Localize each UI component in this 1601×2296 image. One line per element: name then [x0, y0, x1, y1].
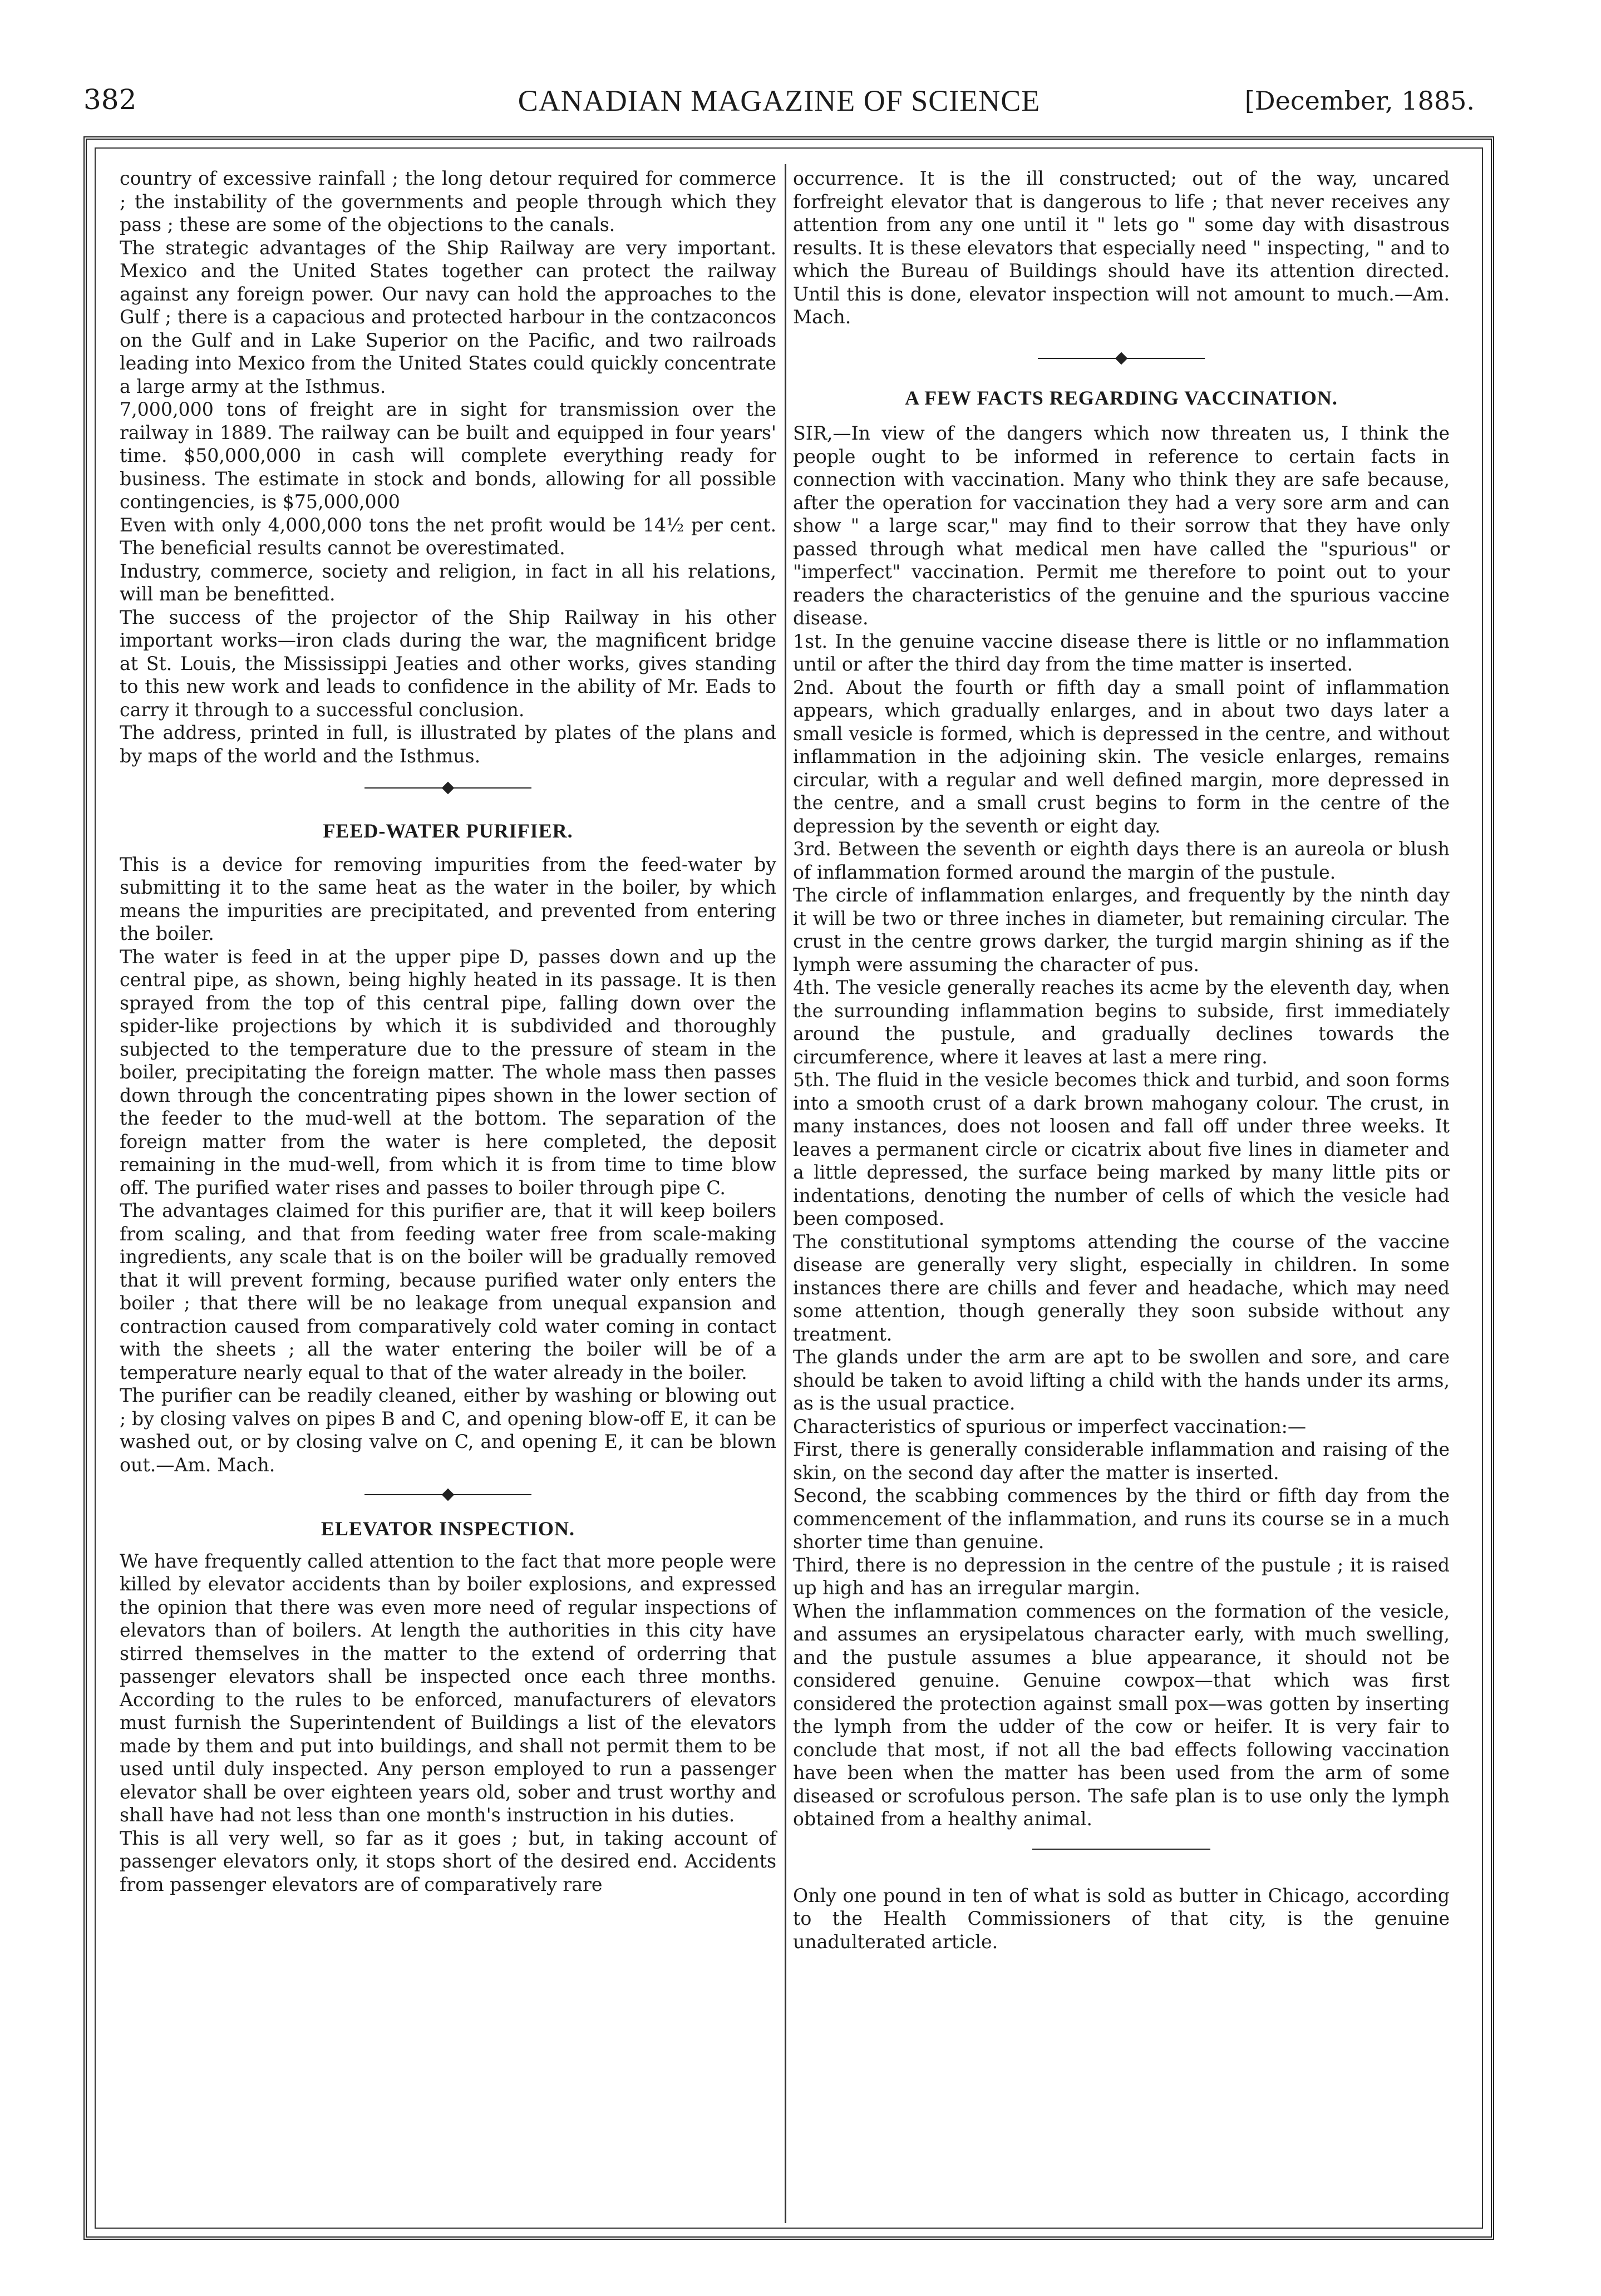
article-paragraph: Second, the scabbing commences by the third or fifth day from the commencement of the inflammation, and runs its course se in a much shorter time than genuine.: [793, 1485, 1450, 1553]
article-paragraph: 7,000,000 tons of freight are in sight for transmission over the railway in 1889. The railway can be built and equipped in four years' time. $50,000,000 in cash will complete everything ready for business. The estimate in stock and bonds, allowing for all possible contingencies, is $75,000,000: [120, 398, 776, 513]
article-paragraph: This is a device for removing impurities from the feed-water by submitting it to the same heat as the water in the boiler, by which means the impurities are precipitated, and prevented from entering the boiler.: [120, 853, 776, 944]
article-paragraph: Even with only 4,000,000 tons the net profit would be 14½ per cent. The beneficial results cannot be overestimated.: [120, 514, 776, 559]
article-paragraph: The advantages claimed for this purifier are, that it will keep boilers from scaling, and that from feeding water free from scale-making ingredients, any scale that is on the boiler will be gradually removed that it will prevent forming, because purified water only enters the boiler ; that there will be no leakage from unequal expansion and contraction caused from comparatively cold water coming in contact with the sheets ; all the water entering the boiler will be of a temperature nearly equal to that of the water already in the boiler.: [120, 1200, 776, 1383]
column-divider: [785, 164, 786, 2223]
left-column: [120, 167, 776, 1896]
section-heading-feed-water: FEED-WATER PURIFIER.: [323, 820, 573, 842]
article-paragraph: This is all very well, so far as it goes ; but, in taking account of passenger elevators only, it stops short of the desired end. Accidents from passenger elevators are of comparatively rare: [120, 1827, 776, 1895]
article-paragraph: The circle of inflammation enlarges, and frequently by the ninth day it will be two or three inches in diameter, but remaining circular. The crust in the centre grows darker, the turgid margin shining as if the lymph were assuming the character of pus.: [793, 884, 1450, 975]
article-paragraph: Third, there is no depression in the centre of the pustule ; it is raised up high and has an irregular margin.: [793, 1554, 1450, 1599]
page-number: 382: [83, 83, 137, 116]
article-paragraph: 5th. The fluid in the vesicle becomes thick and turbid, and soon forms into a smooth crust of a dark brown mahogany colour. The crust, in many instances, does not loosen and fall off under three weeks. It leaves a permanent circle or cicatrix about five lines in diameter and a little depressed, the surface being marked by many little pits or indentations, denoting the number of cells of which the vesicle had been composed.: [793, 1069, 1450, 1229]
article-paragraph: We have frequently called attention to the fact that more people were killed by elevator accidents than by boiler explosions, and expressed the opinion that there was even more need of regular inspections of elevators than of boilers. At length the authorities in this city have stirred themselves in the matter to the extend of orderring that passenger elevators shall be inspected once each three months. According to the rules to be enforced, manufacturers of elevators must furnish the Superintendent of Buildings a list of the elevators made by them and put into buildings, and shall not permit them to be used until duly inspected. Any person employed to run a passenger elevator shall be over eighteen years old, sober and trust worthy and shall have had not less than one month's instruction in his duties.: [120, 1550, 776, 1826]
section-heading-vaccination: A FEW FACTS REGARDING VACCINATION.: [905, 386, 1338, 409]
article-paragraph: SIR,—In view of the dangers which now threaten us, I think the people ought to be informed in reference to certain facts in connection with vaccination. Many who think they are safe because, after the operation for vaccination they had a very sore arm and can show " a large scar," may find to their sorrow that they have only passed through what medical men have called the "spurious" or "imperfect" vaccination. Permit me therefore to point out to your readers the characteristics of the genuine and the spurious vaccine disease.: [793, 422, 1450, 629]
article-paragraph: First, there is generally considerable inflammation and raising of the skin, on the second day after the matter is inserted.: [793, 1438, 1450, 1484]
article-paragraph: 4th. The vesicle generally reaches its acme by the eleventh day, when the surrounding inflammation begins to subside, first immediately around the pustule, and gradually declines towards the circumference, where it leaves at last a mere ring.: [793, 977, 1450, 1068]
article-paragraph: The success of the projector of the Ship Railway in his other important works—iron clads during the war, the magnificent bridge at St. Louis, the Mississippi Jeaties and other works, gives standing to this new work and leads to confidence in the ability of Mr. Eads to carry it through to a successful conclusion.: [120, 606, 776, 721]
section-heading-elevator: ELEVATOR INSPECTION.: [321, 1517, 575, 1540]
article-paragraph: 2nd. About the fourth or fifth day a small point of inflammation appears, which gradually enlarges, and in about two days later a small vesicle is formed, which is depressed in the centre, and without inflammation in the adjoining skin. The vesicle enlarges, remains circular, with a regular and well defined margin, more depressed in the centre, and a small crust begins to form in the centre of the depression by the seventh or eight day.: [793, 676, 1450, 837]
article-paragraph: occurrence. It is the ill constructed; out of the way, uncared forfreight elevator that is dangerous to life ; that never receives any attention from any one until it " lets go " some day with disastrous results. It is these elevators that especially need " inspecting, " and to which the Bureau of Buildings should have its attention directed. Until this is done, elevator inspection will not amount to much.—Am. Mach.: [793, 167, 1450, 328]
section-separator: [793, 1836, 1450, 1862]
section-separator: [120, 775, 776, 801]
section-separator: [120, 1482, 776, 1507]
article-paragraph: The purifier can be readily cleaned, either by washing or blowing out ; by closing valves on pipes B and C, and opening blow-off E, it can be washed out, or by closing valve on C, and opening E, it can be blown out.—Am. Mach.: [120, 1385, 776, 1476]
right-column: [793, 167, 1450, 1953]
running-title: CANADIAN MAGAZINE OF SCIENCE: [518, 84, 1041, 117]
article-paragraph: The glands under the arm are apt to be swollen and sore, and care should be taken to avoid lifting a child with the hands under its arms, as is the usual practice.: [793, 1346, 1450, 1414]
article-paragraph: 1st. In the genuine vaccine disease there is little or no inflammation until or after the third day from the time matter is inserted.: [793, 630, 1450, 675]
article-paragraph: When the inflammation commences on the formation of the vesicle, and assumes an erysipelatous character early, with much swelling, and the pustule assumes a blue appearance, it should not be considered genuine. Genuine cowpox—that which was first considered the protection against small pox—was gotten by inserting the lymph from the udder of the cow or heifer. It is very fair to conclude that most, if not all the bad effects following vaccination have been when the matter has been used from the arm of some diseased or scrofulous person. The safe plan is to use only the lymph obtained from a healthy animal.: [793, 1600, 1450, 1830]
article-paragraph: Industry, commerce, society and religion, in fact in all his relations, will man be benefitted.: [120, 560, 776, 605]
article-paragraph: country of excessive rainfall ; the long detour required for commerce ; the instability of the governments and people through which they pass ; these are some of the objections to the canals.: [120, 167, 776, 235]
page-header: [83, 78, 1475, 122]
article-paragraph: The strategic advantages of the Ship Railway are very important. Mexico and the United States together can protect the railway against any foreign power. Our navy can hold the approaches to the Gulf ; there is a capacious and protected harbour in the contzaconcos on the Gulf and in Lake Superior on the Pacific, and two railroads leading into Mexico from the United States could quickly concentrate a large army at the Isthmus.: [120, 237, 776, 397]
issue-date: [December, 1885.: [1244, 86, 1475, 116]
article-paragraph: 3rd. Between the seventh or eighth days there is an aureola or blush of inflammation formed around the margin of the pustule.: [793, 838, 1450, 883]
section-separator: [793, 346, 1450, 371]
article-paragraph: The water is feed in at the upper pipe D, passes down and up the central pipe, as shown, being highly heated in its passage. It is then sprayed from the top of this central pipe, falling down over the spider-like projections by which it is subdivided and thoroughly subjected to the temperature due to the pressure of steam in the boiler, precipitating the foreign matter. The whole mass then passes down through the concentrating pipes shown in the lower section of the feeder to the mud-well at the bottom. The separation of the foreign matter from the water is here completed, the deposit remaining in the mud-well, from which it is from time to time blow off. The purified water rises and passes to boiler through pipe C.: [120, 945, 776, 1199]
article-paragraph: The address, printed in full, is illustrated by plates of the plans and by maps of the world and the Isthmus.: [120, 722, 776, 767]
butter-note: Only one pound in ten of what is sold as butter in Chicago, according to the Health Commissioners of that city, is the genuine unadulterated article.: [793, 1884, 1450, 1953]
article-paragraph: The constitutional symptoms attending the course of the vaccine disease are generally very slight, especially in children. In some instances there are chills and fever and headache, which may need some attention, though generally they soon subside without any treatment.: [793, 1230, 1450, 1345]
article-paragraph: Characteristics of spurious or imperfect vaccination:—: [793, 1415, 1307, 1437]
